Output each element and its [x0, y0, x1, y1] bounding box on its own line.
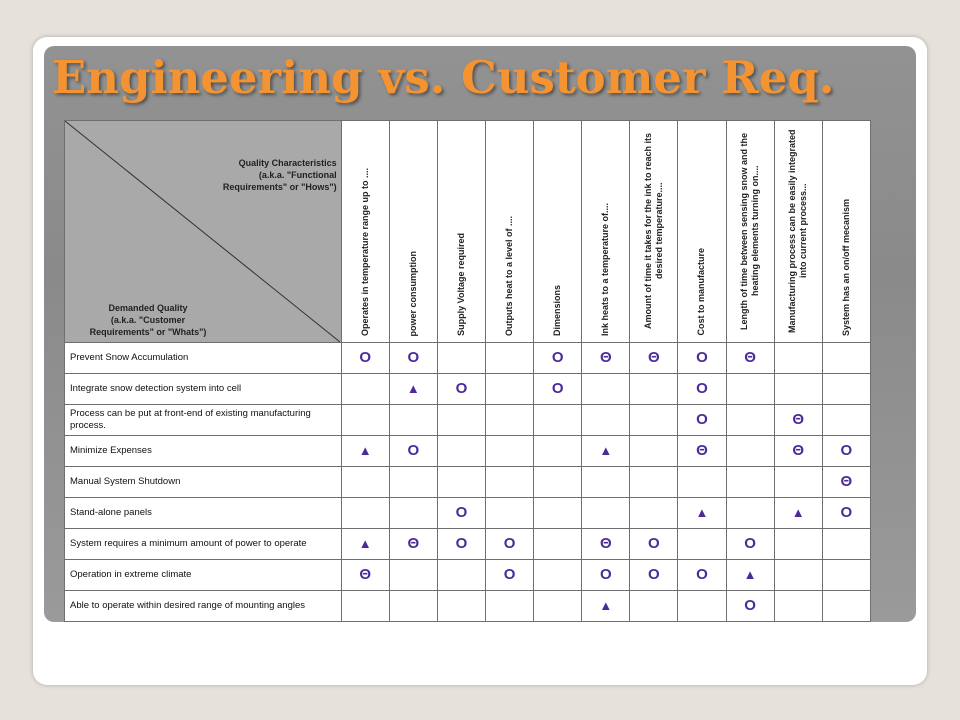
matrix-cell	[582, 436, 630, 467]
theta-symbol: Θ	[648, 349, 660, 366]
column-header-label: Operates in temperature range up to ....	[359, 167, 370, 336]
circle-symbol: O	[503, 566, 516, 583]
matrix-cell	[726, 622, 774, 623]
matrix-cell	[437, 498, 485, 529]
table-row	[65, 436, 871, 467]
matrix-cell	[630, 622, 678, 623]
column-header	[341, 121, 389, 343]
triangle-symbol: ▲	[791, 505, 805, 520]
matrix-cell	[726, 374, 774, 405]
matrix-cell	[534, 591, 582, 622]
theta-symbol: Θ	[696, 442, 708, 459]
circle-symbol: O	[840, 504, 853, 521]
matrix-cell	[822, 467, 870, 498]
matrix-cell	[822, 622, 870, 623]
matrix-cell	[774, 343, 822, 374]
matrix-cell	[630, 374, 678, 405]
circle-symbol: O	[648, 535, 660, 552]
matrix-cell	[389, 405, 437, 436]
matrix-cell	[389, 467, 437, 498]
matrix-cell	[822, 560, 870, 591]
matrix-cell	[726, 405, 774, 436]
circle-symbol: O	[551, 349, 564, 366]
matrix-cell	[437, 343, 485, 374]
matrix-cell	[630, 436, 678, 467]
triangle-symbol: ▲	[358, 443, 372, 458]
matrix-cell	[486, 436, 534, 467]
column-header-label: Dimensions	[552, 284, 563, 336]
column-header	[774, 121, 822, 343]
demanded-quality-row-label: Operation in extreme climate	[65, 560, 342, 591]
matrix-cell	[774, 529, 822, 560]
column-header-label: Cost to manufacture	[696, 248, 707, 336]
matrix-cell	[630, 591, 678, 622]
matrix-cell	[486, 374, 534, 405]
column-header-label: Length of time between sensing snow and the heating elements turning on....	[739, 132, 761, 330]
matrix-cell	[486, 560, 534, 591]
matrix-cell	[774, 591, 822, 622]
theta-symbol: Θ	[599, 349, 612, 366]
column-header-wrap	[630, 126, 677, 336]
matrix-cell	[437, 374, 485, 405]
matrix-cell	[582, 560, 630, 591]
matrix-cell	[341, 467, 389, 498]
matrix-cell	[534, 622, 582, 623]
matrix-cell	[582, 343, 630, 374]
house-of-quality-table	[64, 120, 871, 622]
theta-symbol: Θ	[840, 473, 853, 490]
demanded-quality-label	[79, 302, 217, 338]
matrix-cell	[774, 622, 822, 623]
column-header-wrap	[390, 251, 437, 337]
circle-symbol: O	[407, 442, 420, 459]
table-row	[65, 498, 871, 529]
demanded-quality-row-label: Prevent Snow Accumulation	[65, 343, 342, 374]
matrix-cell	[678, 622, 726, 623]
matrix-cell	[341, 591, 389, 622]
column-header	[630, 121, 678, 343]
demanded-quality-row-label	[65, 622, 342, 623]
matrix-cell	[678, 591, 726, 622]
column-header-wrap	[438, 233, 485, 336]
matrix-cell	[678, 343, 726, 374]
matrix-cell	[774, 374, 822, 405]
matrix-cell	[486, 498, 534, 529]
matrix-cell	[389, 374, 437, 405]
matrix-cell	[534, 436, 582, 467]
matrix-cell	[534, 374, 582, 405]
triangle-symbol: ▲	[743, 567, 757, 582]
column-header-label: Ink heats to a temperature of....	[600, 202, 611, 336]
matrix-cell	[437, 436, 485, 467]
qfd-matrix	[64, 120, 871, 622]
column-header	[534, 121, 582, 343]
column-header	[389, 121, 437, 343]
matrix-cell	[534, 529, 582, 560]
circle-symbol: O	[455, 504, 468, 521]
matrix-cell	[678, 467, 726, 498]
matrix-cell	[486, 529, 534, 560]
triangle-symbol: ▲	[599, 443, 613, 458]
qc-subtitle-1: (a.k.a. "Functional	[258, 170, 337, 180]
column-header-label: System has an on/off mecanism	[840, 198, 851, 336]
table-row	[65, 343, 871, 374]
column-header-wrap	[582, 203, 629, 336]
matrix-cell	[534, 560, 582, 591]
demanded-quality-row-label: Manual System Shutdown	[65, 467, 342, 498]
matrix-cell	[630, 560, 678, 591]
matrix-cell	[774, 436, 822, 467]
table-row	[65, 405, 871, 436]
table-row	[65, 560, 871, 591]
column-header-wrap	[775, 126, 822, 336]
matrix-cell	[774, 498, 822, 529]
column-header	[486, 121, 534, 343]
matrix-cell	[486, 343, 534, 374]
circle-symbol: O	[696, 566, 708, 583]
matrix-cell	[582, 498, 630, 529]
matrix-cell	[630, 467, 678, 498]
column-header-label: Supply Voltage required	[455, 233, 466, 336]
matrix-cell	[437, 622, 485, 623]
theta-symbol: Θ	[407, 535, 420, 552]
matrix-cell	[437, 529, 485, 560]
table-row	[65, 591, 871, 622]
matrix-cell	[389, 498, 437, 529]
table-row	[65, 467, 871, 498]
matrix-cell	[678, 436, 726, 467]
matrix-cell	[341, 622, 389, 623]
qc-title: Quality Characteristics	[238, 158, 337, 168]
dq-subtitle-2: Requirements" or "Whats")	[89, 327, 207, 337]
matrix-cell	[726, 591, 774, 622]
table-row	[65, 374, 871, 405]
theta-symbol: Θ	[792, 442, 805, 459]
qc-subtitle-2: Requirements" or "Hows")	[222, 182, 337, 192]
theta-symbol: Θ	[744, 349, 756, 366]
matrix-cell	[630, 498, 678, 529]
triangle-symbol: ▲	[358, 536, 372, 551]
theta-symbol: Θ	[599, 535, 612, 552]
matrix-cell	[534, 498, 582, 529]
matrix-cell	[822, 591, 870, 622]
demanded-quality-row-label: Process can be put at front-end of existing manufacturing process.	[65, 405, 342, 436]
matrix-cell	[341, 498, 389, 529]
matrix-cell	[341, 343, 389, 374]
triangle-symbol: ▲	[406, 381, 420, 396]
column-header-label: Amount of time it takes for the ink to reach its desired temperature....	[642, 132, 664, 330]
quality-characteristics-label	[223, 157, 337, 193]
column-header-wrap	[727, 126, 774, 336]
matrix-cell	[486, 405, 534, 436]
matrix-cell	[726, 343, 774, 374]
theta-symbol: Θ	[792, 411, 805, 428]
matrix-cell	[437, 467, 485, 498]
matrix-cell	[726, 498, 774, 529]
circle-symbol: O	[455, 380, 468, 397]
matrix-cell	[678, 560, 726, 591]
matrix-cell	[822, 529, 870, 560]
table-row	[65, 622, 871, 623]
column-header	[437, 121, 485, 343]
dq-subtitle-1: (a.k.a. "Customer	[110, 315, 186, 325]
matrix-cell	[389, 591, 437, 622]
matrix-cell	[389, 436, 437, 467]
table-row	[65, 529, 871, 560]
demanded-quality-row-label: Minimize Expenses	[65, 436, 342, 467]
theta-symbol: Θ	[359, 566, 372, 583]
matrix-cell	[437, 405, 485, 436]
column-header	[582, 121, 630, 343]
matrix-cell	[822, 436, 870, 467]
circle-symbol: O	[696, 380, 708, 397]
matrix-cell	[582, 374, 630, 405]
slide-title: Engineering vs. Customer Req.	[52, 51, 835, 104]
matrix-cell	[582, 529, 630, 560]
demanded-quality-row-label: Able to operate within desired range of mounting angles	[65, 591, 342, 622]
matrix-cell	[630, 343, 678, 374]
circle-symbol: O	[599, 566, 612, 583]
matrix-cell	[678, 498, 726, 529]
matrix-cell	[678, 405, 726, 436]
matrix-cell	[437, 591, 485, 622]
triangle-symbol: ▲	[599, 598, 613, 613]
circle-symbol: O	[359, 349, 372, 366]
matrix-cell	[774, 560, 822, 591]
matrix-cell	[822, 405, 870, 436]
matrix-cell	[582, 622, 630, 623]
circle-symbol: O	[407, 349, 420, 366]
column-header-label: Outputs heat to a level of ....	[504, 215, 514, 336]
matrix-cell	[486, 622, 534, 623]
matrix-cell	[341, 436, 389, 467]
circle-symbol: O	[744, 535, 756, 552]
column-header-wrap	[678, 248, 725, 336]
demanded-quality-row-label: Stand-alone panels	[65, 498, 342, 529]
circle-symbol: O	[840, 442, 853, 459]
matrix-cell	[389, 622, 437, 623]
matrix-cell	[389, 343, 437, 374]
column-header-label: power consumption	[407, 250, 418, 336]
circle-symbol: O	[696, 411, 708, 428]
matrix-cell	[341, 560, 389, 591]
matrix-cell	[389, 560, 437, 591]
matrix-cell	[582, 405, 630, 436]
matrix-cell	[582, 467, 630, 498]
matrix-cell	[534, 405, 582, 436]
matrix-cell	[774, 405, 822, 436]
column-header-wrap	[342, 168, 389, 336]
circle-symbol: O	[696, 349, 708, 366]
column-header	[678, 121, 726, 343]
matrix-cell	[678, 374, 726, 405]
dq-title: Demanded Quality	[108, 303, 188, 313]
matrix-cell	[341, 405, 389, 436]
demanded-quality-row-label: Integrate snow detection system into cell	[65, 374, 342, 405]
matrix-cell	[534, 343, 582, 374]
matrix-cell	[822, 498, 870, 529]
matrix-cell	[822, 374, 870, 405]
column-header-wrap	[486, 216, 533, 336]
matrix-cell	[486, 591, 534, 622]
matrix-cell	[822, 343, 870, 374]
matrix-body	[65, 343, 871, 623]
header-row	[65, 121, 871, 343]
matrix-cell	[534, 467, 582, 498]
matrix-cell	[678, 529, 726, 560]
matrix-cell	[582, 591, 630, 622]
circle-symbol: O	[503, 535, 516, 552]
circle-symbol: O	[744, 597, 756, 614]
matrix-cell	[726, 560, 774, 591]
column-header	[726, 121, 774, 343]
column-header-label: Manufacturing process can be easily integrated into current process...	[787, 129, 809, 333]
column-header	[822, 121, 870, 343]
column-header-wrap	[823, 199, 870, 336]
circle-symbol: O	[455, 535, 468, 552]
triangle-symbol: ▲	[695, 505, 709, 520]
matrix-cell	[726, 467, 774, 498]
column-header-wrap	[534, 285, 581, 336]
matrix-cell	[630, 529, 678, 560]
matrix-corner	[65, 121, 342, 343]
circle-symbol: O	[551, 380, 564, 397]
matrix-cell	[341, 529, 389, 560]
demanded-quality-row-label: System requires a minimum amount of power to operate	[65, 529, 342, 560]
matrix-cell	[341, 374, 389, 405]
matrix-cell	[726, 436, 774, 467]
matrix-cell	[726, 529, 774, 560]
matrix-cell	[389, 529, 437, 560]
matrix-cell	[774, 467, 822, 498]
circle-symbol: O	[648, 566, 660, 583]
matrix-cell	[630, 405, 678, 436]
matrix-cell	[437, 560, 485, 591]
matrix-cell	[486, 467, 534, 498]
